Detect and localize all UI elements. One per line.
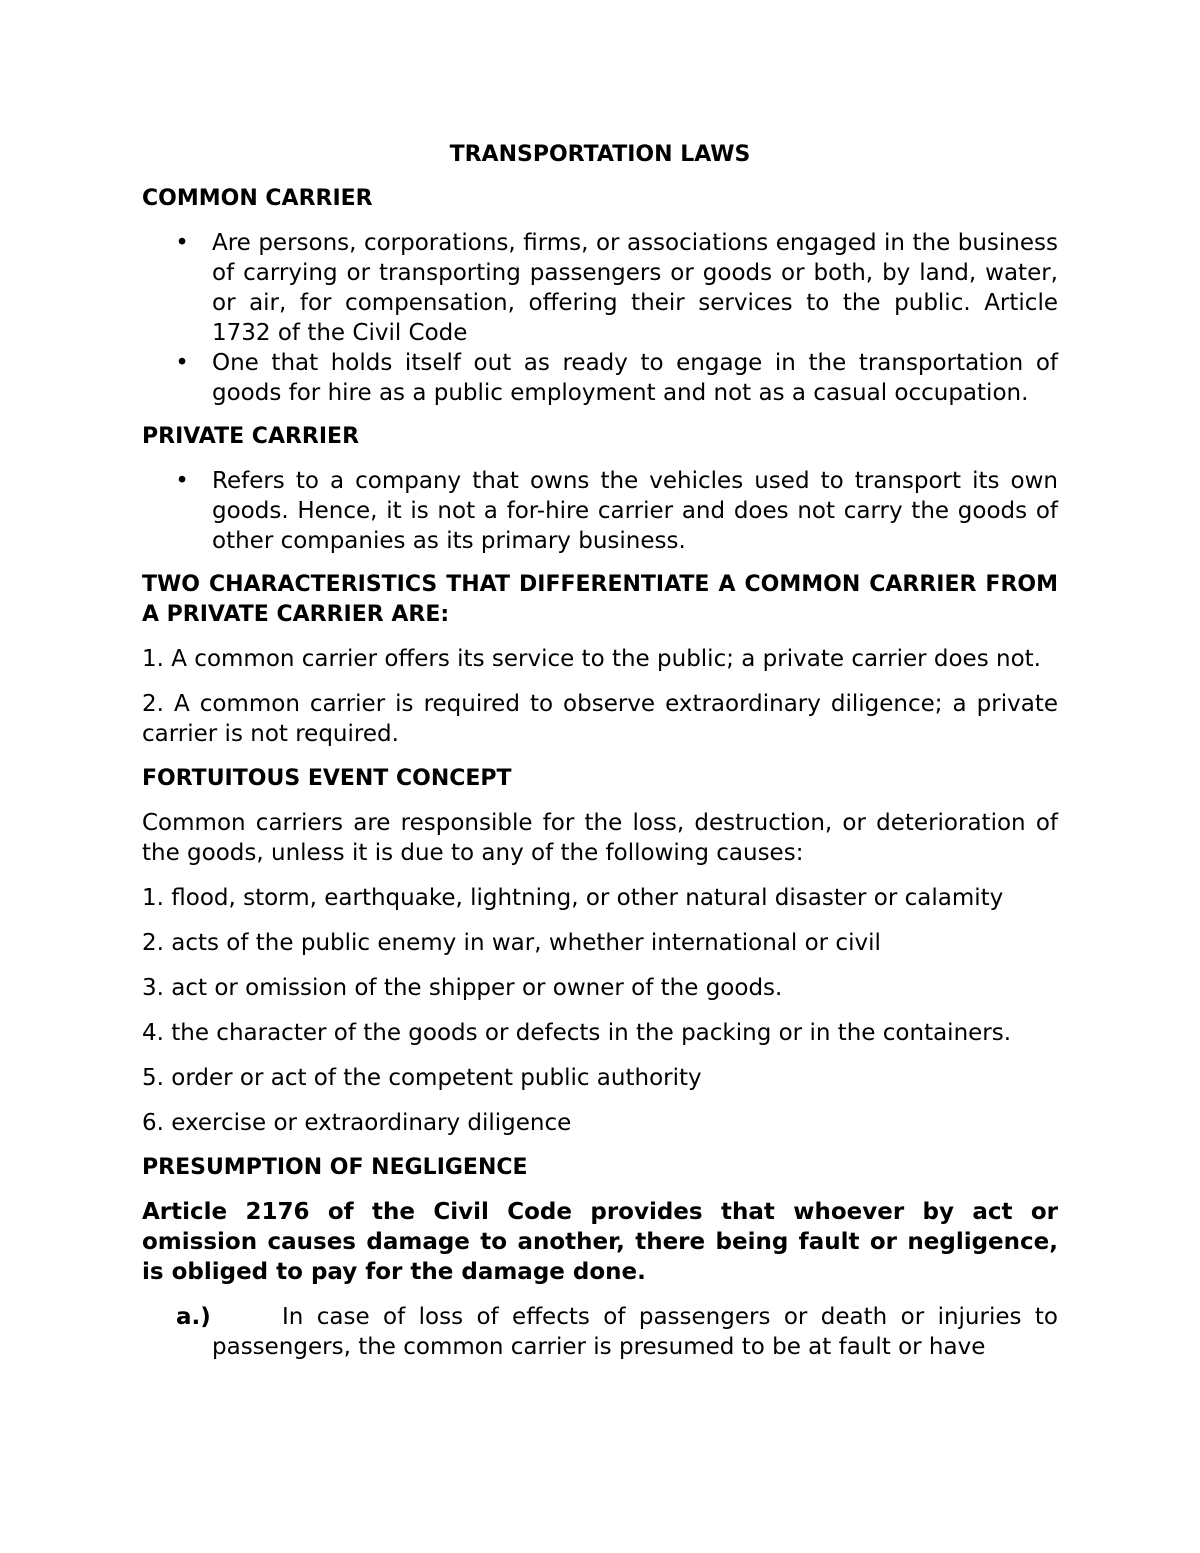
cause-item: 5. order or act of the competent public authority — [142, 1065, 702, 1091]
cause-item: 3. act or omission of the shipper or owner of the goods. — [142, 975, 783, 1001]
bullet-icon: • — [175, 468, 189, 494]
sub-item-marker: a.) — [176, 1304, 211, 1330]
common-carrier-list — [142, 228, 1058, 408]
document-title: TRANSPORTATION LAWS — [449, 142, 751, 167]
bullet-icon: • — [175, 350, 189, 376]
heading-common-carrier: COMMON CARRIER — [142, 186, 373, 211]
bullet-icon: • — [175, 230, 189, 256]
sub-item-a — [142, 1302, 1058, 1362]
private-carrier-list — [142, 466, 1058, 556]
characteristic-item: 2. A common carrier is required to observe extraordinary diligence; a private carrier is not required. — [142, 691, 1058, 747]
list-item — [142, 228, 1058, 348]
heading-private-carrier: PRIVATE CARRIER — [142, 424, 360, 449]
characteristic-item: 1. A common carrier offers its service to the public; a private carrier does not. — [142, 646, 1041, 672]
cause-item: 2. acts of the public enemy in war, whether international or civil — [142, 930, 881, 956]
sub-item-text: In case of loss of effects of passengers or death or injuries to passengers, the common carrier is presumed to be at fault or have — [212, 1304, 1058, 1360]
heading-presumption-negligence: PRESUMPTION OF NEGLIGENCE — [142, 1155, 528, 1180]
heading-characteristics: TWO CHARACTERISTICS THAT DIFFERENTIATE A COMMON CARRIER FROM A PRIVATE CARRIER ARE: — [142, 572, 1058, 627]
document-content — [142, 140, 1058, 1362]
list-item-text: Are persons, corporations, firms, or associations engaged in the business of carrying or transporting passengers or goods or both, by land, water, or air, for compensation, offering their services to the public. Article 1732 of the Civil Code — [212, 230, 1058, 346]
heading-fortuitous-event: FORTUITOUS EVENT CONCEPT — [142, 766, 512, 791]
list-item-text: Refers to a company that owns the vehicles used to transport its own goods. Hence, it is not a for-hire carrier and does not carry the goods of other companies as its primary business. — [212, 468, 1058, 554]
list-item — [142, 348, 1058, 408]
cause-item: 6. exercise or extraordinary diligence — [142, 1110, 572, 1136]
fortuitous-intro: Common carriers are responsible for the loss, destruction, or deterioration of the goods, unless it is due to any of the following causes: — [142, 810, 1058, 866]
cause-item: 1. flood, storm, earthquake, lightning, or other natural disaster or calamity — [142, 885, 1004, 911]
cause-item: 4. the character of the goods or defects in the packing or in the containers. — [142, 1020, 1012, 1046]
list-item-text: One that holds itself out as ready to engage in the transportation of goods for hire as a public employment and not as a casual occupation. — [212, 350, 1058, 406]
article-2176-paragraph: Article 2176 of the Civil Code provides that whoever by act or omission causes damage to another, there being fault or negligence, is obliged to pay for the damage done. — [142, 1199, 1058, 1285]
list-item — [142, 466, 1058, 556]
